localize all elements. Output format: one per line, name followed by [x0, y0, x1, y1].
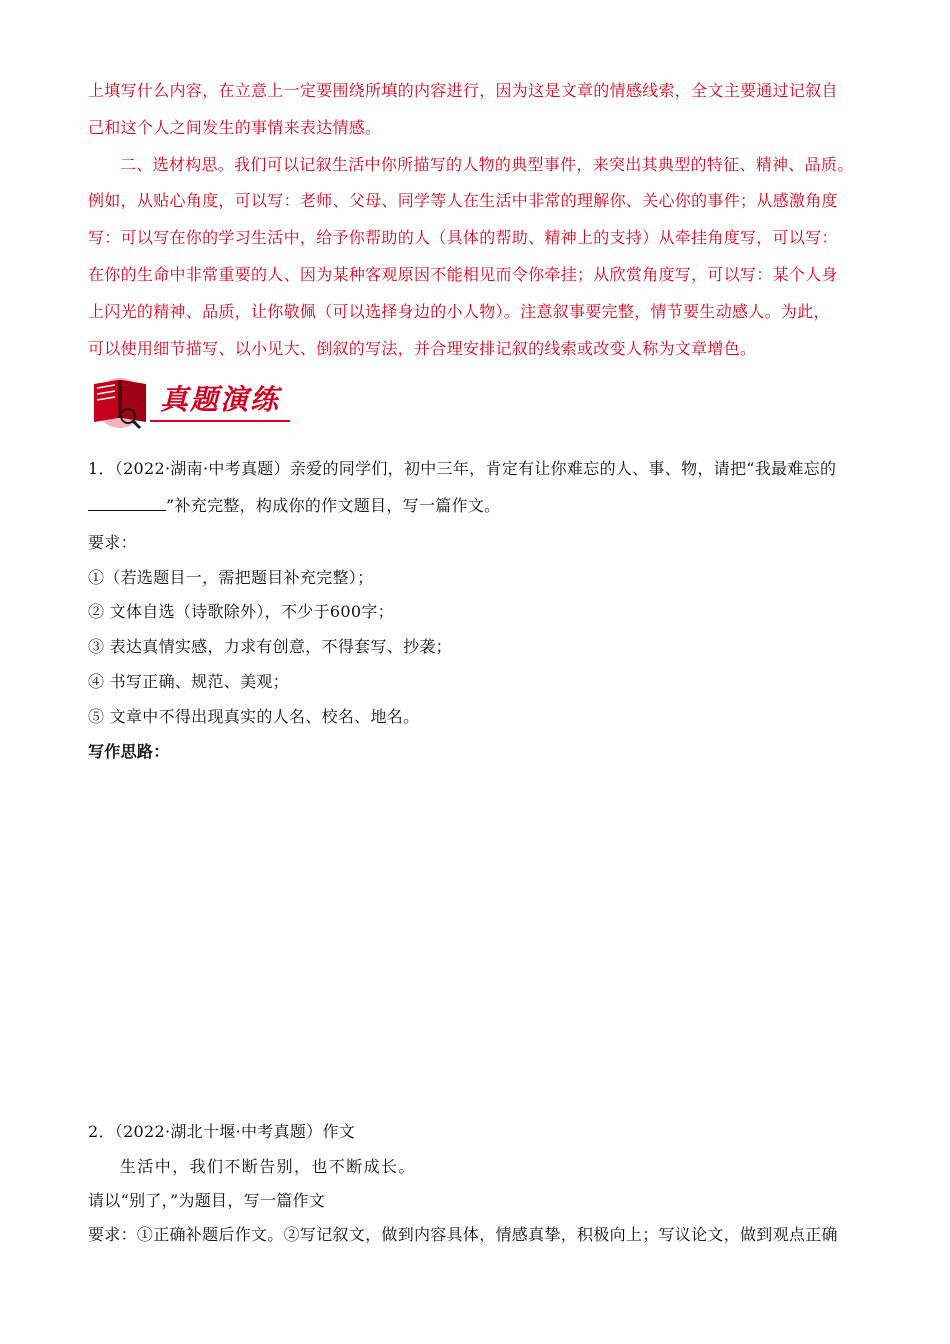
- q1-line-2-text: ”补充完整，构成你的作文题目，写一篇作文。: [166, 496, 501, 515]
- intro-line-2: 己和这个人之间发生的事情来表达情感。: [88, 118, 382, 137]
- section-banner: [88, 372, 298, 430]
- intro-line-7: 上闪光的精神、品质，让你敬佩（可以选择身边的小人物）。注意叙事要完整，情节要生动感人。为此，: [88, 302, 830, 321]
- intro-line-1: 上填写什么内容，在立意上一定要围绕所填的内容进行，因为这是文章的情感线索，全文主要通过记叙自: [88, 81, 838, 100]
- q2-prompt: 生活中，我们不断告别，也不断成长。: [120, 1157, 416, 1176]
- q2-line-3: 请以“别了，”为题目，写一篇作文: [88, 1191, 326, 1210]
- intro-line-4: 例如，从贴心角度，可以写：老师、父母、同学等人在生活中非常的理解你、关心你的事件；从感激角度: [88, 191, 838, 210]
- book-icon: [88, 372, 154, 430]
- intro-line-5: 写：可以写在你的学习生活中，给予你帮助的人（具体的帮助、精神上的支持）从牵挂角度写，可以写：: [88, 228, 838, 247]
- q1-writing-ideas-label: 写作思路：: [88, 742, 170, 761]
- q1-requirement-1: ①（若选题目一，需把题目补充完整）；: [88, 568, 374, 587]
- banner-title: 真题演练: [160, 383, 281, 416]
- banner-underline: [150, 420, 290, 422]
- q1-requirement-4: ④ 书写正确、规范、美观；: [88, 672, 289, 691]
- q1-line-2: [88, 493, 500, 516]
- intro-line-6: 在你的生命中非常重要的人、因为某种客观原因不能相见而令你牵挂；从欣赏角度写，可以写：某个人身: [88, 265, 838, 284]
- fill-blank: [88, 496, 166, 511]
- q1-requirement-3: ③ 表达真情实感，力求有创意，不得套写、抄袭；: [88, 637, 452, 656]
- q1-line-1: 1．（2022·湖南·中考真题）亲爱的同学们，初中三年，肯定有让你难忘的人、事、物，请把“我最难忘的: [88, 459, 837, 478]
- q2-line-1: 2．（2022·湖北十堰·中考真题）作文: [88, 1122, 356, 1141]
- intro-line-3: 二、选材构思。我们可以记叙生活中你所描写的人物的典型事件，来突出其典型的特征、精神、品质。: [120, 155, 854, 174]
- q1-requirement-5: ⑤ 文章中不得出现真实的人名、校名、地名。: [88, 707, 420, 726]
- q1-requirement-2: ② 文体自选（诗歌除外），不少于600字；: [88, 602, 394, 621]
- q2-requirements: 要求：①正确补题后作文。②写记叙文，做到内容具体，情感真挚，积极向上；写议论文，做到观点正确: [88, 1225, 838, 1244]
- q1-requirements-label: 要求：: [88, 533, 137, 552]
- intro-line-8: 可以使用细节描写、以小见大、倒叙的写法，并合理安排记叙的线索或改变人称为文章增色。: [88, 339, 757, 358]
